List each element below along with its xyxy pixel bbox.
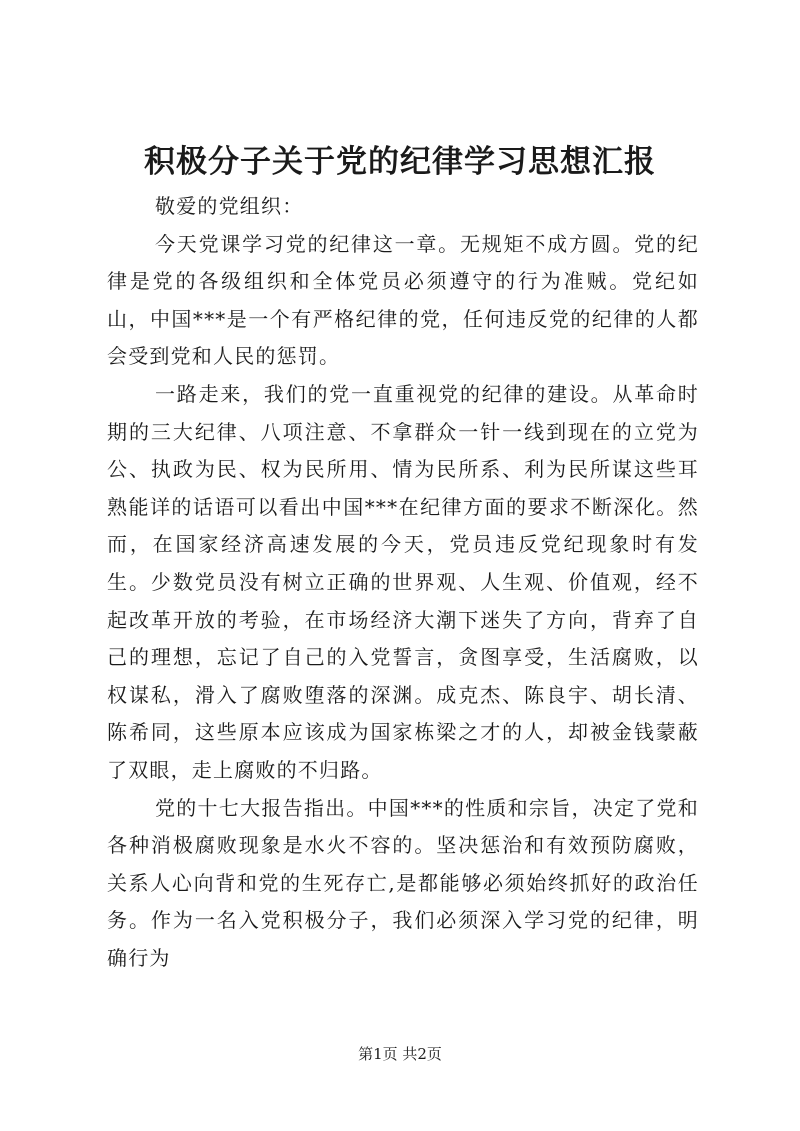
document-body bbox=[107, 188, 699, 977]
page-footer: 第1页 共2页 bbox=[358, 1045, 442, 1063]
paragraph: 今天党课学习党的纪律这一章。无规矩不成方圆。党的纪律是党的各级组织和全体党员必须遵守的行为准贼。党纪如山，中国***是一个有严格纪律的党，任何违反党的纪律的人都会受到党和人民的惩罚。 bbox=[107, 231, 699, 369]
salutation: 敬爱的党组织： bbox=[155, 194, 304, 218]
paragraph: 一路走来，我们的党一直重视党的纪律的建设。从革命时期的三大纪律、八项注意、不拿群众一针一线到现在的立党为公、执政为民、权为民所用、情为民所系、利为民所谋这些耳熟能详的话语可以看出中国***在纪律方面的要求不断深化。然而，在国家经济高速发展的今天，党员违反党纪现象时有发生。少数党员没有树立正确的世界观、人生观、价值观，经不起改革开放的考验，在市场经济大潮下迷失了方向，背弃了自己的理想，忘记了自己的入党誓言，贪图享受，生活腐败，以权谋私，滑入了腐败堕落的深渊。成克杰、陈良宇、胡长清、陈希同，这些原本应该成为国家栋梁之才的人，却被金钱蒙蔽了双眼，走上腐败的不归路。 bbox=[107, 381, 699, 782]
page-title: 积极分子关于党的纪律学习思想汇报 bbox=[144, 144, 656, 180]
paragraph: 党的十七大报告指出。中国***的性质和宗旨，决定了党和各种消极腐败现象是水火不容的。坚决惩治和有效预防腐败，关系人心向背和党的生死存亡,是都能够必须始终抓好的政治任务。作为一名入党积极分子，我们必须深入学习党的纪律，明确行为 bbox=[107, 795, 699, 970]
